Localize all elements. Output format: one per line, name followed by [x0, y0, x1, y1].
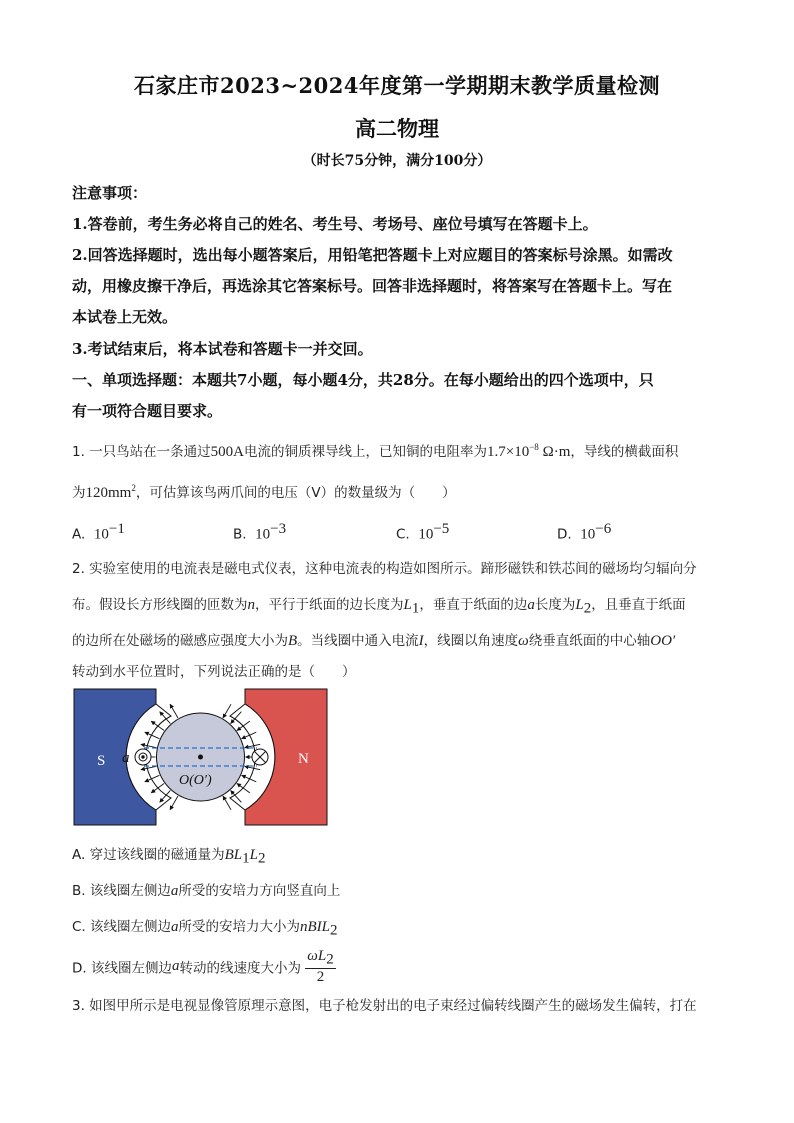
note-2-line-1: 2.回答选择题时，选出每小题答案后，用铅笔把答题卡上对应题目的答案标号涂黑。如需改 [72, 246, 673, 264]
q1-option-d: D. $10^{-6}$ [557, 521, 612, 543]
note-2-line-3: 本试卷上无效。 [72, 308, 178, 326]
section-1-line-1: 一、单项选择题：本题共7小题，每小题4分，共28分。在每小题给出的四个选项中，只 [72, 371, 654, 389]
note-3: 3.考试结束后，将本试卷和答题卡一并交回。 [72, 340, 373, 358]
q2-option-b: B. 该线圈左侧边a所受的安培力方向竖直向上 [72, 883, 341, 899]
north-label: N [298, 751, 309, 767]
note-1: 1.答卷前，考生务必将自己的姓名、考生号、考场号、座位号填写在答题卡上。 [72, 215, 598, 233]
galvanometer-figure [73, 688, 328, 826]
q2-option-c: C. 该线圈左侧边a所受的安培力大小为nBIL$_2$ [72, 919, 338, 939]
q1-option-b: B. $10^{-3}$ [233, 521, 287, 543]
q1-line-1 [72, 440, 678, 461]
q2-line-2: 布。假设长方形线圈的匝数为n，平行于纸面的边长度为$L_1$，垂直于纸面的边a长度为$L_2$，且垂直于纸面 [72, 597, 686, 617]
side-a-label: a [122, 750, 130, 766]
q2-line-4: 转动到水平位置时，下列说法正确的是（ ） [72, 664, 356, 680]
section-1-line-2: 有一项符合题目要求。 [72, 402, 223, 420]
q1-current: 500A [210, 444, 245, 460]
q1-text-4: 为 [72, 485, 86, 501]
south-label: S [97, 753, 106, 769]
q1-text-2: 电流的铜质裸导线上，已知铜的电阻率为 [244, 444, 488, 460]
q1-text-3: ，导线的横截面积 [570, 444, 679, 460]
q2-option-d: D. 该线圈左侧边a转动的线速度大小为 $\frac{\omega L_2}{2}$ [72, 948, 334, 985]
q3-line-1: 3. 如图甲所示是电视显像管原理示意图，电子枪发射出的电子束经过偏转线圈产生的磁场发生偏转，打在 [72, 998, 697, 1014]
rotation-axis-dot [198, 755, 203, 760]
axis-label: O(O′) [179, 773, 212, 788]
q1-text-5: ，可估算该鸟两爪间的电压（V）的数量级为（ ） [135, 485, 456, 501]
q1-text-1: 1. 一只鸟站在一条通过 [72, 444, 211, 460]
note-2-line-2: 动，用橡皮擦干净后，再选涂其它答案标号。回答非选择题时，将答案写在答题卡上。写在 [72, 277, 673, 295]
q2-option-a: A. 穿过该线圈的磁通量为$BL_1L_2$ [72, 847, 266, 867]
current-in-icon [252, 749, 268, 765]
q1-option-a: A. $10^{-1}$ [72, 521, 125, 543]
velocity-fraction: $\frac{\omega L_2}{2}$ [307, 948, 334, 985]
q1-line-2 [72, 481, 456, 502]
exam-title: 石家庄市2023~2024年度第一学期期末教学质量检测 [134, 73, 660, 98]
q1-resistivity: $1.7\times 10^{-8}$ Ω·m [487, 442, 571, 460]
q2-line-1: 2. 实验室使用的电流表是磁电式仪表，这种电流表的构造如图所示。蹄形磁铁和铁芯间的磁场均匀辐向分 [72, 561, 697, 577]
notes-heading: 注意事项： [72, 184, 148, 202]
q2-line-3: 的边所在处磁场的磁感应强度大小为B。当线圈中通入电流I，线圈以角速度ω绕垂直纸面的中心轴OO′ [72, 633, 676, 649]
exam-time-note: （时长75分钟，满分100分） [302, 153, 492, 169]
q1-option-c: C. $10^{-5}$ [396, 521, 450, 543]
exam-subject: 高二物理 [355, 116, 439, 141]
current-out-icon [135, 749, 151, 765]
q1-area: $120mm^2$ [85, 483, 136, 501]
